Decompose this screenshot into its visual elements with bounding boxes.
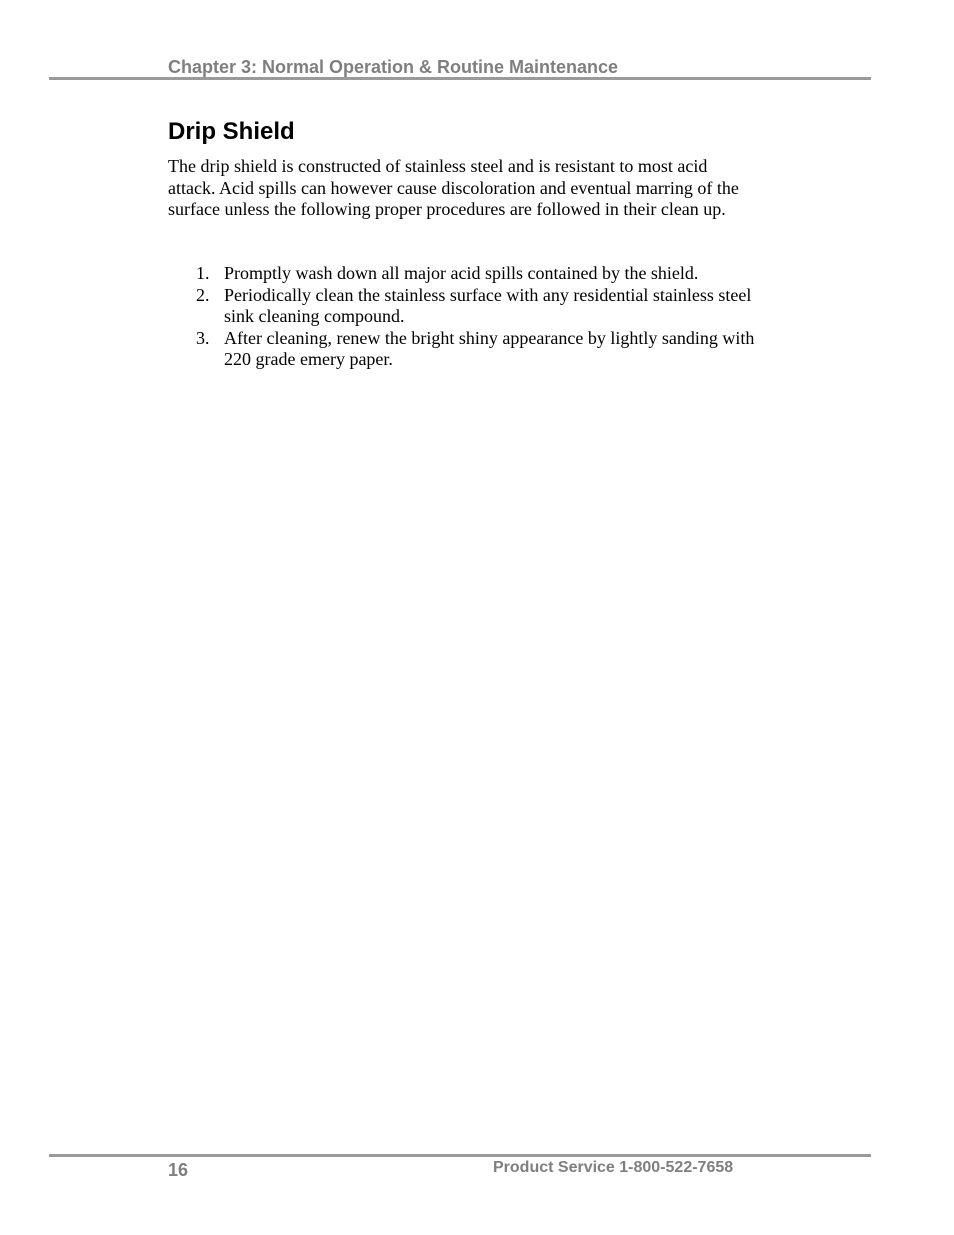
product-service-phone: Product Service 1-800-522-7658 — [493, 1159, 734, 1176]
list-item-text: After cleaning, renew the bright shiny appearance by lightly sanding with 220 grade emery paper. — [224, 327, 755, 369]
procedure-list — [168, 263, 758, 371]
intro-paragraph: The drip shield is constructed of stainless steel and is resistant to most acid attack. Acid spills can however cause discoloration and eventual marring of the surface unless the following proper procedures are followed in their clean up. — [168, 156, 739, 219]
page-number: 16 — [168, 1160, 189, 1180]
list-item-number: 2. — [196, 284, 210, 305]
footer-divider — [49, 1154, 871, 1157]
section-title: Drip Shield — [168, 118, 295, 145]
header-divider — [49, 77, 871, 80]
list-item-number: 3. — [196, 327, 210, 348]
chapter-title: Chapter 3: Normal Operation & Routine Maintenance — [168, 57, 619, 77]
list-item — [168, 285, 758, 328]
list-item-number: 1. — [196, 263, 210, 283]
list-item — [168, 328, 758, 371]
list-item-text: Promptly wash down all major acid spills contained by the shield. — [224, 263, 699, 283]
list-item-text: Periodically clean the stainless surface with any residential stainless steel sink cleaning compound. — [224, 284, 752, 326]
list-item — [168, 263, 758, 285]
